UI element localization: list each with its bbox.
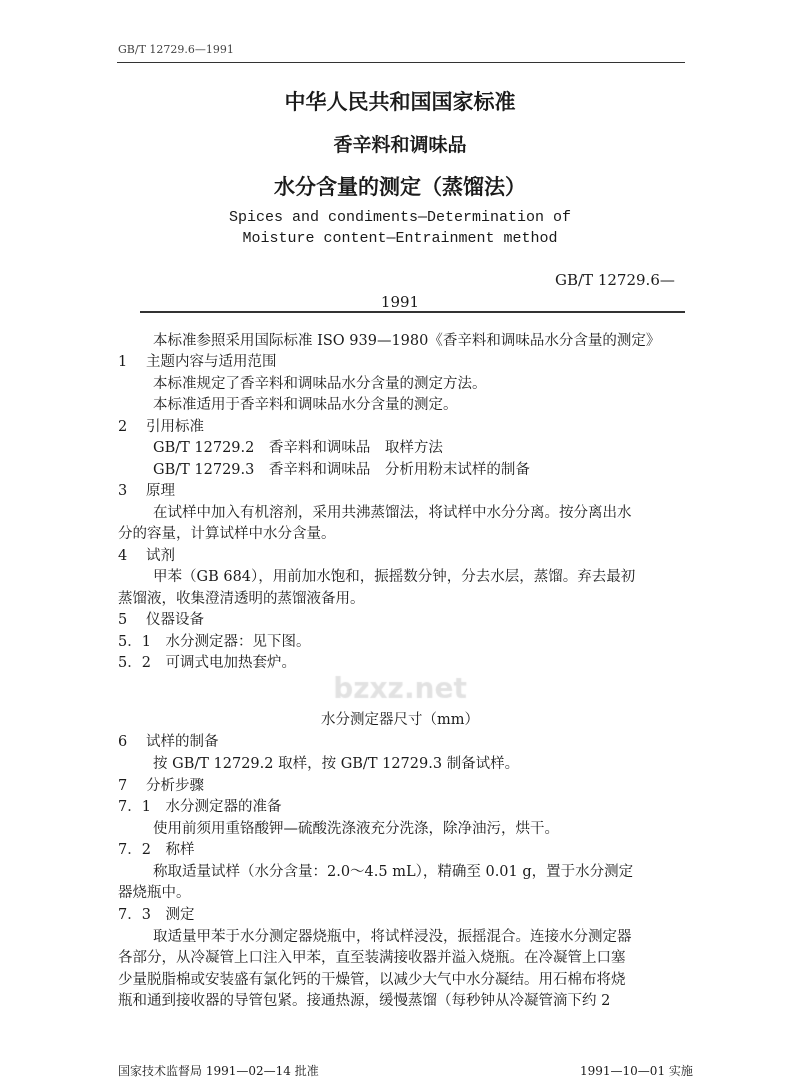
section-7-number: 7	[118, 778, 128, 794]
section-7-title: 分析步骤	[146, 778, 204, 794]
intro: 本标准参照采用国际标准 ISO 939—1980《香辛料和调味品水分含量的测定》	[153, 333, 661, 349]
title-english-1: Spices and condiments—Determination of	[228, 209, 572, 226]
section-1-title: 主题内容与适用范围	[146, 354, 277, 370]
paragraph: 取适量甲苯于水分测定器烧瓶中，将试样浸没，振摇混合。连接水分测定器	[153, 929, 632, 945]
title-national: 中华人民共和国国家标准	[284, 89, 516, 114]
subsection-7-1: 7．1 水分测定器的准备	[118, 799, 282, 815]
section-4-title: 试剂	[146, 548, 175, 564]
subsection-5-1: 5．1 水分测定器：见下图。	[118, 634, 311, 650]
paragraph: 甲苯（GB 684），用前加水饱和，振摇数分钟，分去水层，蒸馏。弃去最初	[153, 569, 636, 585]
watermark-logo	[300, 675, 500, 707]
header-code: GB/T 12729.6—1991	[118, 43, 234, 56]
title-rule	[140, 311, 685, 313]
footer-effective: 1991—10—01 实施	[580, 1064, 693, 1078]
subsection-7-3: 7．3 测定	[118, 907, 195, 923]
figure-caption: 水分测定器尺寸（mm）	[321, 712, 479, 728]
paragraph: 各部分，从冷凝管上口注入甲苯，直至装满接收器并溢入烧瓶。在冷凝管上口塞	[118, 950, 626, 966]
title-subject: 香辛料和调味品	[333, 134, 467, 156]
section-2-title: 引用标准	[146, 419, 204, 435]
section-6-title: 试样的制备	[146, 734, 219, 750]
subsection-5-2: 5．2 可调式电加热套炉。	[118, 655, 296, 671]
paragraph: 称取适量试样（水分含量：2.0～4.5 mL），精确至 0.01 g，置于水分测定	[153, 864, 634, 880]
section-5-number: 5	[118, 612, 128, 628]
paragraph: 分的容量，计算试样中水分含量。	[118, 526, 336, 542]
reference: GB/T 12729.3 香辛料和调味品 分析用粉末试样的制备	[153, 462, 530, 478]
subsection-7-2: 7．2 称样	[118, 842, 195, 858]
paragraph: 瓶和通到接收器的导管包紧。接通热源，缓慢蒸馏（每秒钟从冷凝管滴下约 2	[118, 993, 611, 1009]
section-3-number: 3	[118, 483, 128, 499]
title-english-2: Moisture content—Entrainment method	[242, 230, 558, 247]
standard-code: GB/T 12729.6—	[555, 271, 675, 289]
paragraph: 按 GB/T 12729.2 取样，按 GB/T 12729.3 制备试样。	[153, 756, 520, 772]
footer-approved: 国家技术监督局 1991—02—14 批准	[118, 1064, 319, 1078]
paragraph: 使用前须用重铬酸钾—硫酸洗涤液充分洗涤，除净油污，烘干。	[153, 821, 559, 837]
section-1-number: 1	[118, 354, 128, 370]
section-6-number: 6	[118, 734, 128, 750]
section-2-number: 2	[118, 419, 128, 435]
paragraph: 在试样中加入有机溶剂，采用共沸蒸馏法，将试样中水分分离。按分离出水	[153, 505, 632, 521]
section-3-title: 原理	[146, 483, 175, 499]
section-5-title: 仪器设备	[146, 612, 204, 628]
paragraph: 器烧瓶中。	[118, 885, 191, 901]
paragraph: 本标准适用于香辛料和调味品水分含量的测定。	[153, 397, 458, 413]
reference: GB/T 12729.2 香辛料和调味品 取样方法	[153, 440, 443, 456]
header-rule	[117, 62, 685, 63]
title-method: 水分含量的测定（蒸馏法）	[274, 174, 526, 199]
paragraph: 本标准规定了香辛料和调味品水分含量的测定方法。	[153, 376, 487, 392]
standard-year: 1991	[380, 293, 420, 311]
section-4-number: 4	[118, 548, 128, 564]
paragraph: 少量脱脂棉或安装盛有氯化钙的干燥管，以减少大气中水分凝结。用石棉布将烧	[118, 972, 626, 988]
paragraph: 蒸馏液，收集澄清透明的蒸馏液备用。	[118, 591, 365, 607]
